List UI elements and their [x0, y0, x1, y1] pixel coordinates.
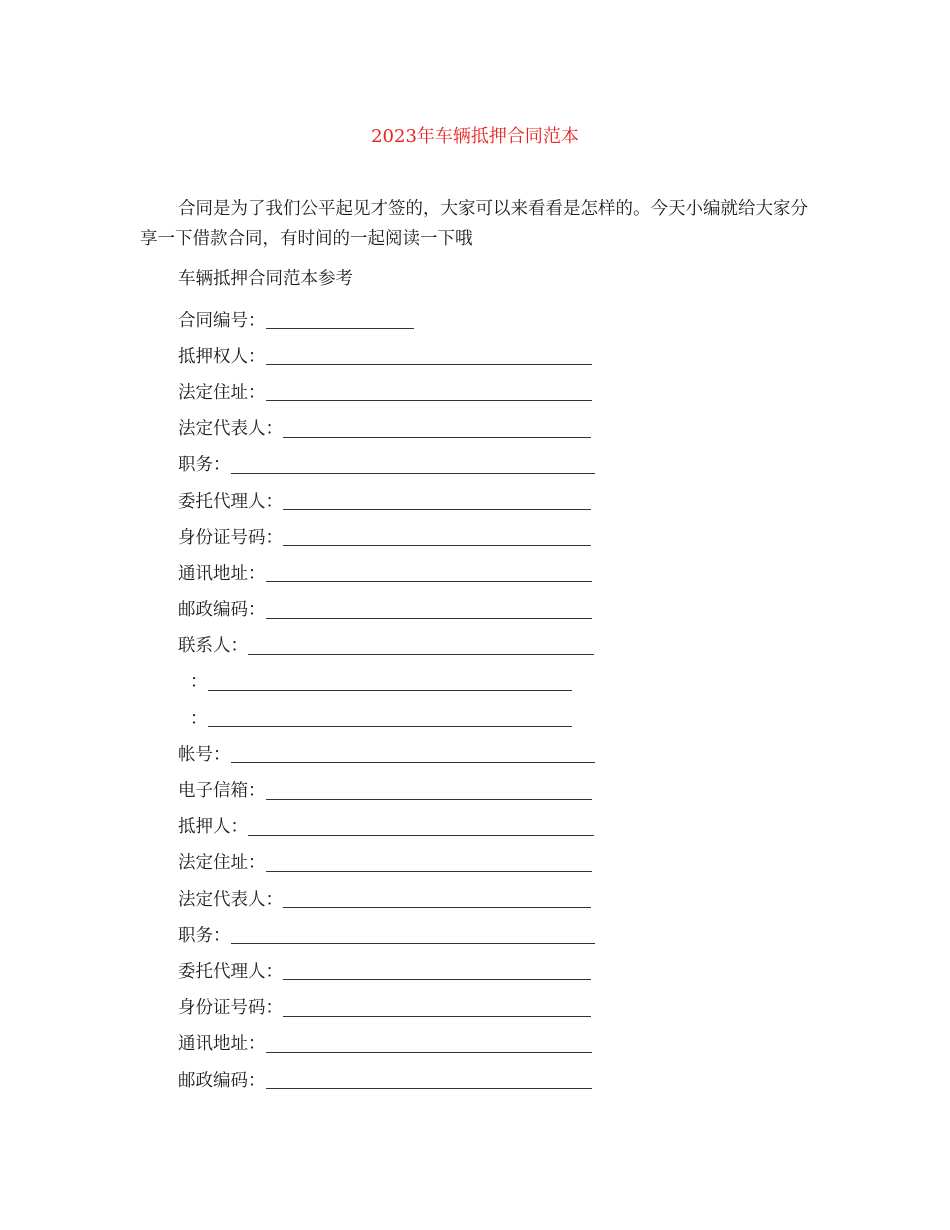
- field-label: 邮政编码：: [178, 600, 266, 621]
- field-id-number-2: [178, 989, 618, 1025]
- fill-in-line: [283, 436, 591, 438]
- field-legal-representative-2: [178, 880, 618, 916]
- fill-in-line: [283, 978, 591, 980]
- field-email: [178, 771, 618, 807]
- field-label: 职务：: [178, 925, 231, 946]
- field-legal-address-2: [178, 844, 618, 880]
- field-label: 委托代理人：: [178, 961, 283, 982]
- field-label: 委托代理人：: [178, 491, 283, 512]
- field-label: 合同编号：: [178, 310, 266, 331]
- fill-in-line: [231, 942, 595, 944]
- fill-in-line: [283, 544, 591, 546]
- fill-in-line: [283, 906, 591, 908]
- field-label: 通讯地址：: [178, 1034, 266, 1055]
- fill-in-line: [266, 327, 414, 329]
- section-subheading: 车辆抵押合同范本参考: [178, 269, 353, 289]
- fill-in-line: [266, 870, 592, 872]
- field-agent: [178, 482, 618, 518]
- fill-in-line: [208, 689, 572, 691]
- field-agent-2: [178, 952, 618, 988]
- fill-in-line: [266, 1051, 592, 1053]
- fill-in-line: [283, 1015, 591, 1017]
- fill-in-line: [266, 798, 592, 800]
- field-postal-code: [178, 591, 618, 627]
- document-title: 2023年车辆抵押合同范本: [371, 126, 579, 147]
- field-label: 抵押权人：: [178, 346, 266, 367]
- field-blank-2: [178, 699, 618, 735]
- fill-in-line: [248, 834, 594, 836]
- field-contact-person: [178, 627, 618, 663]
- field-id-number: [178, 518, 618, 554]
- intro-paragraph: 合同是为了我们公平起见才签的，大家可以来看看是怎样的。今天小编就给大家分享一下借款合同，有时间的一起阅读一下哦: [140, 199, 808, 249]
- field-label: 法定代表人：: [178, 889, 283, 910]
- field-label: 法定代表人：: [178, 419, 283, 440]
- fill-in-line: [208, 725, 572, 727]
- fill-in-line: [266, 363, 592, 365]
- field-postal-code-2: [178, 1061, 618, 1097]
- field-label: 联系人：: [178, 636, 248, 657]
- field-label: 职务：: [178, 455, 231, 476]
- field-legal-representative: [178, 410, 618, 446]
- field-label: ：: [190, 672, 208, 693]
- field-legal-address: [178, 373, 618, 409]
- field-label: 法定住址：: [178, 853, 266, 874]
- fill-in-line: [283, 508, 591, 510]
- field-label: 身份证号码：: [178, 998, 283, 1019]
- fill-in-line: [266, 1087, 592, 1089]
- fill-in-line: [231, 761, 595, 763]
- field-label: 电子信箱：: [178, 781, 266, 802]
- field-blank-1: [178, 663, 618, 699]
- fill-in-line: [266, 580, 592, 582]
- field-mailing-address-2: [178, 1025, 618, 1061]
- form-fields: [178, 301, 618, 1097]
- fill-in-line: [248, 653, 594, 655]
- field-label: 身份证号码：: [178, 527, 283, 548]
- field-account-number: [178, 735, 618, 771]
- field-label: 法定住址：: [178, 382, 266, 403]
- field-position-2: [178, 916, 618, 952]
- field-label: ：: [190, 708, 208, 729]
- fill-in-line: [266, 617, 592, 619]
- field-mortgagee: [178, 337, 618, 373]
- field-label: 通讯地址：: [178, 563, 266, 584]
- field-label: 帐号：: [178, 744, 231, 765]
- fill-in-line: [266, 399, 592, 401]
- field-position: [178, 446, 618, 482]
- fill-in-line: [231, 472, 595, 474]
- field-label: 邮政编码：: [178, 1070, 266, 1091]
- field-mailing-address: [178, 554, 618, 590]
- field-contract-number: [178, 301, 618, 337]
- field-mortgagor: [178, 808, 618, 844]
- field-label: 抵押人：: [178, 817, 248, 838]
